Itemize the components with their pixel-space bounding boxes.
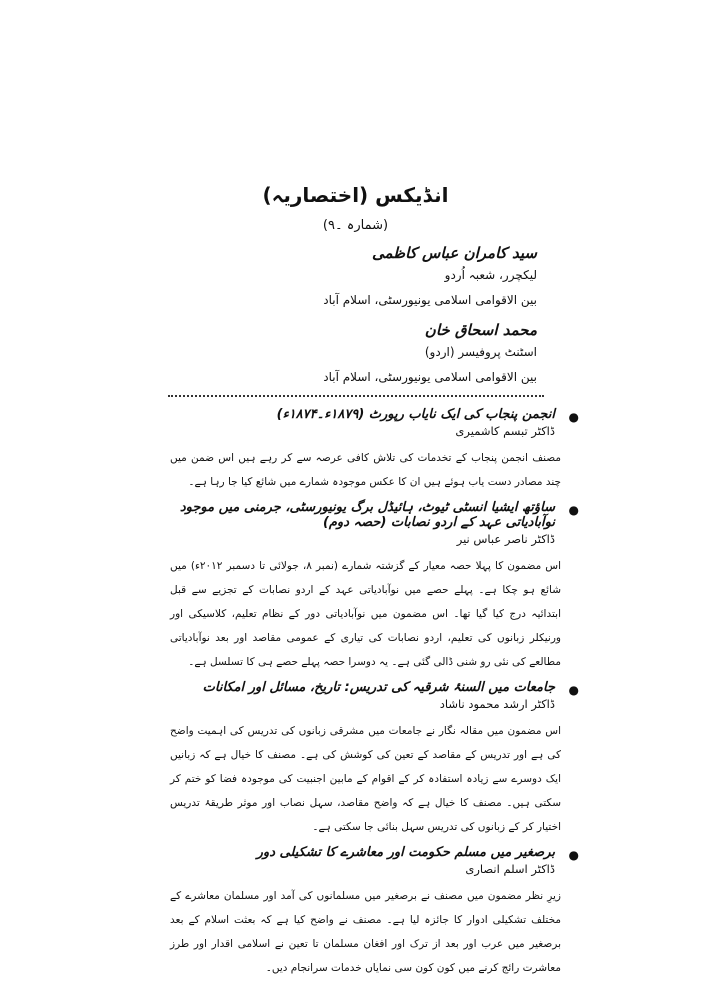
entry-title: انجمن پنجاب کی ایک نایاب رپورٹ (۱۸۷۹ء۔۱۸۷۴ء): [276, 407, 555, 422]
author-designation: اسٹنٹ پروفیسر (اردو): [424, 345, 537, 359]
entry-author: ڈاکٹر تبسم کاشمیری: [455, 424, 555, 438]
bullet-icon: ●: [568, 848, 579, 862]
bullet-icon: ●: [568, 503, 579, 517]
author-name: محمد اسحاق خان: [424, 321, 537, 339]
bullet-icon: ●: [568, 410, 579, 424]
entry-abstract: اس مضمون میں مقالہ نگار نے جامعات میں مشرقی زبانوں کی تدریس کی اہمیت واضح کی ہے اور تدریس کے مقاصد کے تعین کی کوشش کی ہے۔ مصنف کا خیال ہے کہ زبانیں ایک دوسرے سے زیادہ استفادہ کر کے اقوام کے مابین اجنبیت کی موجودہ فضا کو ختم کر سکتی ہیں۔ مصنف کا خیال ہے کہ واضح مقاصد، سہل نصاب اور موثر طریقۂ تدریس اختیار کر کے زبانوں کی تدریس سہل بنائی جا سکتی ہے۔: [170, 725, 561, 833]
entry-abstract: مصنف انجمن پنجاب کے تخدمات کی تلاش کافی عرصہ سے کر رہے ہیں اس ضمن میں چند مصادر دست یاب ہوئے ہیں ان کا عکس موجودہ شمارے میں شائع کیا جا رہا ہے۔: [170, 452, 561, 488]
entry-abstract: زیرِ نظر مضمون میں مصنف نے برصغیر میں مسلمانوں کی آمد اور مسلمان معاشرے کے مختلف تشکیلی ادوار کا جائزہ لیا ہے۔ مصنف نے واضح کیا ہے کہ بعثت اسلام کے بعد برصغیر میں عرب اور بعد از ترک اور افغان مسلمان تا تعین نے اسلامی اقدار اور طرز معاشرت رائج کرنے میں کون کون سی نمایاں خدمات سرانجام دیں۔: [170, 890, 561, 974]
author-designation: لیکچرر، شعبہ اُردو: [444, 268, 537, 282]
author-affiliation: بین الاقوامی اسلامی یونیورسٹی، اسلام آباد: [323, 370, 537, 384]
page-title: انڈیکس (اختصاریہ): [262, 183, 449, 207]
entry-title: جامعات میں السنۂ شرقیہ کی تدریس: تاریخ، مسائل اور امکانات: [202, 680, 555, 695]
entry-author: ڈاکٹر ارشد محمود ناشاد: [439, 697, 555, 711]
author-affiliation: بین الاقوامی اسلامی یونیورسٹی، اسلام آباد: [323, 293, 537, 307]
entry-author: ڈاکٹر ناصر عباس نیر: [456, 532, 555, 546]
dotted-divider: [168, 395, 544, 397]
index-entry: [170, 680, 579, 839]
authors-block: [300, 244, 537, 395]
index-entry: [170, 500, 579, 674]
bullet-icon: ●: [568, 683, 579, 697]
author-name: سید کامران عباس کاظمی: [371, 244, 537, 262]
entry-title: ساؤتھ ایشیا انسٹی ٹیوٹ، ہائیڈل برگ یونیورسٹی، جرمنی میں موجود نوآبادیاتی عہد کے اردو نصابات (حصہ دوم): [179, 500, 555, 530]
entry-title: برصغیر میں مسلم حکومت اور معاشرے کا تشکیلی دور: [256, 845, 555, 860]
index-entries: [170, 407, 579, 986]
entry-author: ڈاکٹر اسلم انصاری: [465, 862, 555, 876]
entry-abstract: اس مضمون کا پہلا حصہ معیار کے گزشتہ شمارے (نمبر ۸، جولائی تا دسمبر ۲۰۱۲ء) میں شائع ہو چکا ہے۔ پہلے حصے میں نوآبادیاتی عہد کے اردو نصابات کے تجزیے سے قبل ابتدائیہ درج کیا گیا تھا۔ اس مضمون میں نوآبادیاتی دور کے نظام تعلیم، کلاسیکی اور ورنیکلر زبانوں کی تعلیم، اردو نصابات کی تیاری کے عمومی مقاصد اور بعد نوآبادیاتی مطالعے کی نئی رو شنی ڈالی گئی ہے۔ یہ دوسرا حصہ پہلے حصے ہی کا تسلسل ہے۔: [170, 560, 561, 668]
index-entry: [170, 407, 579, 494]
issue-number: (شمارہ ۔۹): [322, 218, 389, 233]
index-entry: [170, 845, 579, 980]
